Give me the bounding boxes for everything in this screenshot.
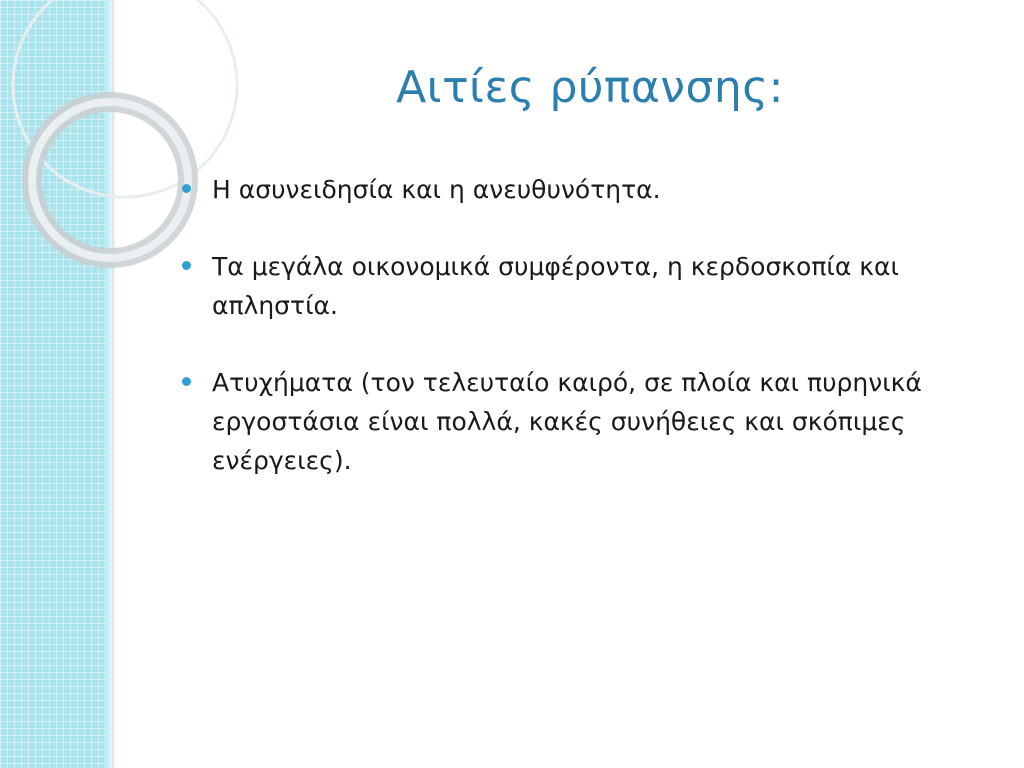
bullet-text: Τα μεγάλα οικονομικά συμφέροντα, η κερδοσκοπία και απληστία.	[212, 252, 899, 320]
slide-title: Αιτίες ρύπανσης:	[396, 62, 784, 113]
bullet-list	[182, 170, 962, 518]
bullet-text: Ατυχήματα (τον τελευταίο καιρό, σε πλοία και πυρηνικά εργοστάσια είναι πολλά, κακές συνήθειες και σκόπιμες ενέργειες).	[212, 368, 922, 475]
list-item	[182, 247, 962, 325]
decorative-rings	[0, 0, 200, 280]
decorative-ring-small-highlight	[32, 102, 188, 258]
bullet-point-icon	[182, 377, 191, 386]
bullet-text: Η ασυνειδησία και η ανευθυνότητα.	[212, 175, 661, 204]
bullet-point-icon	[182, 184, 191, 193]
list-item	[182, 170, 962, 209]
list-item	[182, 363, 962, 480]
bullet-point-icon	[182, 261, 191, 270]
